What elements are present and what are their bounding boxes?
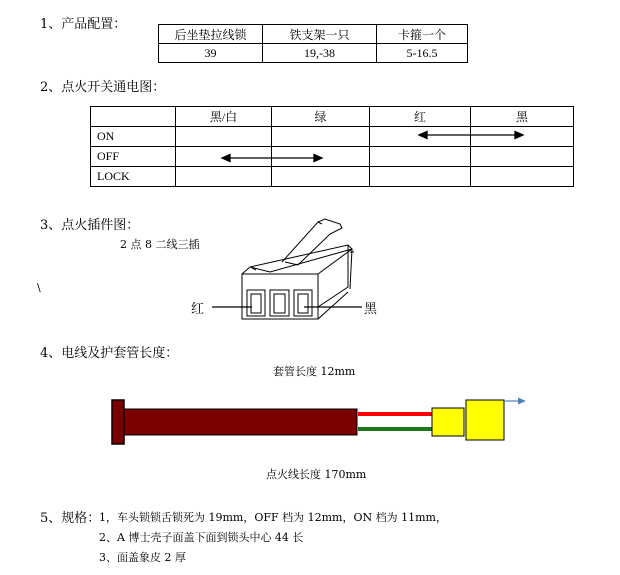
wire-length-label: 点火线长度 170mm bbox=[266, 468, 367, 481]
plug-label-black: 黑 bbox=[364, 302, 378, 317]
red-wire bbox=[358, 412, 432, 416]
config-header: 铁支架一只 bbox=[263, 25, 377, 44]
section-4-title: 4、电线及护套管长度： bbox=[40, 346, 179, 361]
switch-row-label: ON bbox=[91, 127, 176, 147]
protective-sleeve bbox=[124, 409, 357, 435]
arrow-icon bbox=[504, 398, 526, 405]
wire-diagram bbox=[100, 390, 540, 450]
config-value: 19,-38 bbox=[263, 44, 377, 63]
spec-line: 1，车头锁锁舌锁死为 19mm，OFF 档为 12mm，ON 档为 11mm， bbox=[99, 511, 447, 524]
switch-header: 黑 bbox=[471, 107, 574, 127]
switch-row-label: OFF bbox=[91, 147, 176, 167]
plug-caption: 2 点 8 二线三插 bbox=[120, 238, 200, 251]
off-connection-arrow bbox=[222, 155, 322, 162]
switch-header: 绿 bbox=[272, 107, 370, 127]
spec-line: 2、A 博士壳子面盖下面到锁头中心 44 长 bbox=[99, 531, 304, 544]
plug-diagram bbox=[200, 212, 380, 330]
switch-row-label: LOCK bbox=[91, 167, 176, 187]
spec-line: 3、面盖象皮 2 厚 bbox=[99, 551, 186, 564]
stray-mark: \ bbox=[37, 281, 41, 294]
section-2-title: 2、点火开关通电图： bbox=[40, 80, 166, 95]
switch-header: 红 bbox=[370, 107, 471, 127]
section-1-title: 1、产品配置： bbox=[40, 17, 127, 32]
sleeve-length-label: 套管长度 12mm bbox=[273, 365, 356, 378]
config-value: 39 bbox=[159, 44, 263, 63]
config-header: 卡箍一个 bbox=[377, 25, 468, 44]
connector-small bbox=[432, 408, 464, 436]
config-header: 后坐垫拉线锁 bbox=[159, 25, 263, 44]
green-wire bbox=[358, 427, 432, 431]
switch-header: 黑/白 bbox=[176, 107, 272, 127]
on-connection-arrow bbox=[419, 132, 523, 139]
section-5-title: 5、规格： bbox=[40, 511, 101, 526]
config-value: 5-16.5 bbox=[377, 44, 468, 63]
wire-end-cap bbox=[112, 400, 124, 444]
section-3-title: 3、点火插件图： bbox=[40, 218, 140, 233]
connector-large bbox=[466, 400, 504, 440]
plug-label-red: 红 bbox=[191, 302, 205, 317]
